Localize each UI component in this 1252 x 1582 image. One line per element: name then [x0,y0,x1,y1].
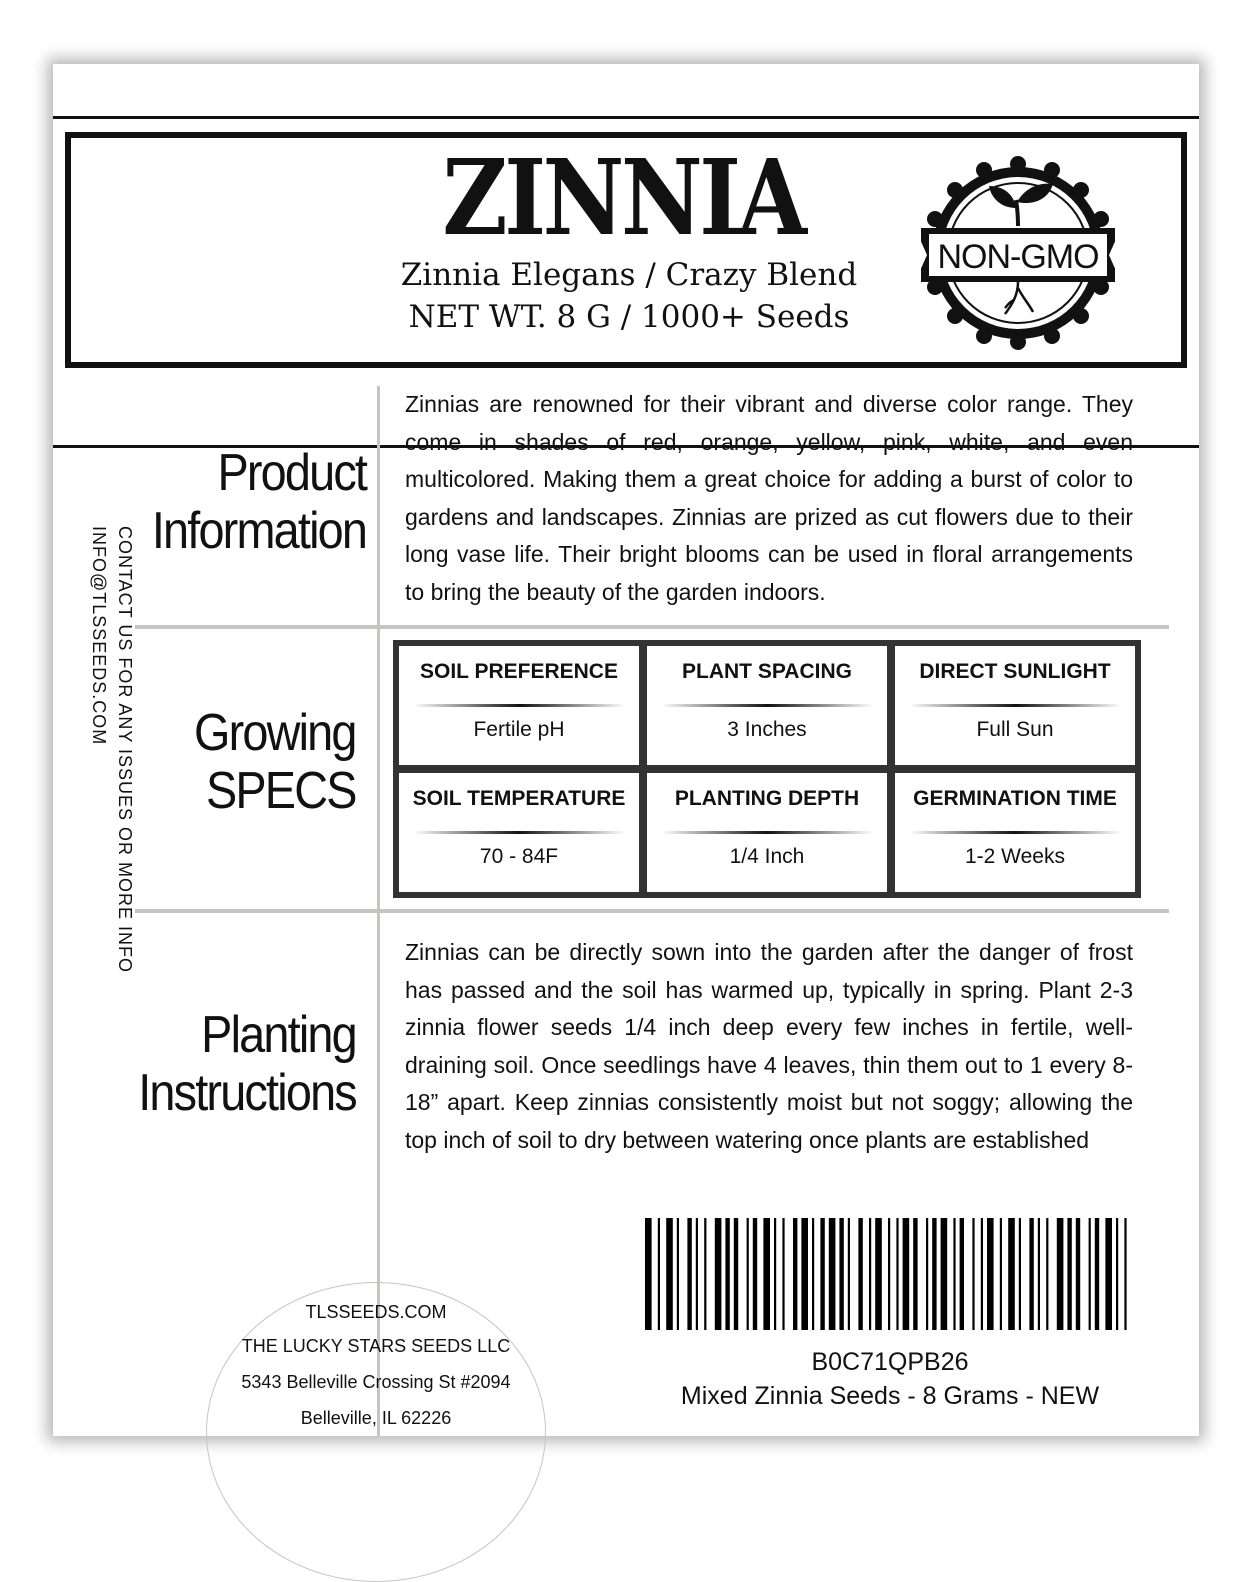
barcode-bar [687,1218,691,1330]
seed-packet-label [53,64,1199,1436]
barcode-bar [666,1218,673,1330]
barcode-bar [645,1218,652,1330]
planting-instructions-text: Zinnias can be directly sown into the garden after the danger of frost has passed and the soil has warmed up, typically in spring. Plant 2-3 zinnia flower seeds 1/4 inch deep every few inches in fertile, well-draining soil. Once seedlings have 4 leaves, thin them out to 1 every 8-18” apart. Keep zinnias consistently moist but not soggy; allowing the top inch of soil to dry between watering once plants are established [405,939,1133,1153]
barcode-bar [1095,1218,1099,1330]
barcode-bar [829,1218,836,1330]
barcode-bar [715,1218,722,1330]
contact-email: INFO@TLSSEEDS.COM [89,526,109,746]
barcode-bar [932,1218,936,1330]
barcode-bar [1089,1218,1091,1330]
badge-label: NON-GMO [937,238,1099,276]
barcode-bar [1038,1218,1040,1330]
growing-specs-table [393,640,1141,898]
barcode-bar [1000,1218,1002,1330]
planting-instructions-heading: Planting Instructions [138,1006,356,1122]
product-information-heading: Product Information [151,444,366,560]
barcode-bar [1019,1218,1021,1330]
barcode-bar [812,1218,814,1330]
section-divider-2 [135,909,1169,913]
barcode-bar [875,1218,882,1330]
barcode-bar [1105,1218,1112,1330]
barcode-bar [1008,1218,1015,1330]
address-street: 5343 Belleville Crossing St #2094 [241,1372,511,1392]
address-arc [206,1282,546,1582]
barcode-bar [1067,1218,1071,1330]
spec-germination-time: GERMINATION TIME 1-2 Weeks [895,773,1135,892]
contact-vertical-text [65,526,195,1026]
barcode-bar [926,1218,928,1330]
non-gmo-badge [921,156,1115,350]
barcode-bar [869,1218,871,1330]
growing-specs-heading: Growing SPECS [194,704,356,820]
barcode-bar [1029,1218,1033,1330]
barcode-bar [677,1218,679,1330]
barcode-bar [981,1218,983,1330]
barcode-bar [734,1218,738,1330]
section-divider-1 [135,625,1169,629]
product-information-text: Zinnias are renowned for their vibrant and diverse color range. They come in shades of red, orange, yellow, pink, white, and even multicolored. Making them a great choice for adding a burst of color to gardens and landscapes. Zinnias are prized as cut flowers due to their long vase life. Their bright blooms can be used in floral arrangements to bring the beauty of the garden indoors. [405,391,1133,605]
barcode-bar [896,1218,898,1330]
barcode-bar [704,1218,706,1330]
barcode-bar [782,1218,784,1330]
barcode-bar [820,1218,824,1330]
barcode-bar [903,1218,910,1330]
barcode-bar [774,1218,776,1330]
barcode-description: Mixed Zinnia Seeds - 8 Grams - NEW [680,1382,1100,1410]
spec-direct-sunlight: DIRECT SUNLIGHT Full Sun [895,646,1135,765]
barcode-bar [725,1218,729,1330]
address-company: THE LUCKY STARS SEEDS LLC [241,1336,511,1356]
barcode-bar [839,1218,843,1330]
spec-planting-depth: PLANTING DEPTH 1/4 Inch [647,773,887,892]
barcode-number: B0C71QPB26 [811,1348,969,1376]
barcode-bar [793,1218,797,1330]
product-title: ZINNIA [442,136,804,259]
barcode-bar [858,1218,862,1330]
barcode-bar [848,1218,850,1330]
spec-plant-spacing: PLANT SPACING 3 Inches [647,646,887,765]
barcode-bar [1116,1218,1118,1330]
barcode-bar [1076,1218,1080,1330]
barcode-bar [696,1218,698,1330]
barcode-bar [987,1218,994,1330]
address-city: Belleville, IL 62226 [300,1408,452,1428]
product-subtitle: Zinnia Elegans / Crazy Blend [400,257,858,293]
barcode-bar [1124,1218,1126,1330]
barcode-bar [972,1218,974,1330]
spec-soil-temperature: SOIL TEMPERATURE 70 - 84F [399,773,639,892]
barcode [645,1218,1133,1330]
barcode-bar [801,1218,808,1330]
barcode-bar [888,1218,890,1330]
spec-soil-preference: SOIL PREFERENCE Fertile pH [399,646,639,765]
net-weight: NET WT. 8 G / 1000+ Seeds [408,299,850,335]
barcode-bar [953,1218,955,1330]
barcode-bar [747,1218,749,1330]
barcode-bar [658,1218,660,1330]
address-website: TLSSEEDS.COM [305,1302,447,1322]
barcode-bar [753,1218,757,1330]
barcode-bar [1057,1218,1064,1330]
barcode-bar [763,1218,770,1330]
contact-line: CONTACT US FOR ANY ISSUES OR MORE INFO [115,526,135,974]
barcode-bar [960,1218,964,1330]
barcode-bar [913,1218,917,1330]
barcode-bar [1046,1218,1048,1330]
barcode-bar [941,1218,948,1330]
